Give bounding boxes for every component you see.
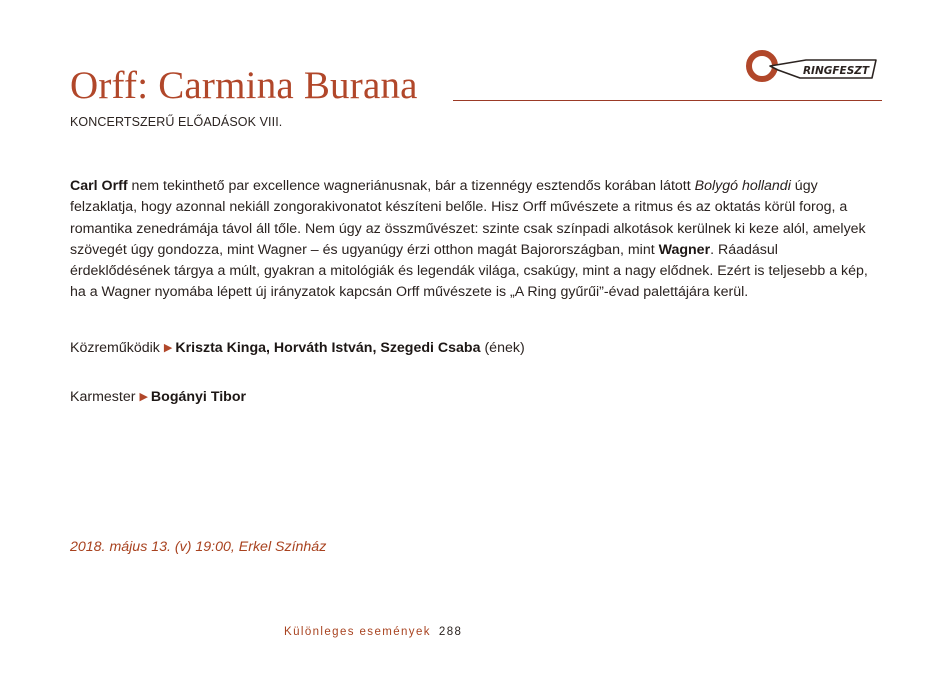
performers-label: Közreműködik (70, 340, 160, 356)
description-text: nem tekinthető par excellence wagneriánusnak, bár a tizennégy esztendős korában látott (127, 178, 695, 194)
composer-name: Carl Orff (70, 178, 128, 194)
opera-title: Bolygó hollandi (694, 178, 791, 194)
triangle-right-icon: ▶ (163, 342, 173, 354)
performers-role: (ének) (484, 340, 525, 356)
conductor-name: Bogányi Tibor (150, 389, 247, 405)
wagner-name: Wagner (658, 241, 711, 258)
conductor-label: Karmester (70, 389, 136, 405)
page-number: 288 (438, 626, 463, 638)
subtitle: KONCERTSZERŰ ELŐADÁSOK VIII. (70, 115, 283, 129)
footer-section: Különleges események (284, 626, 431, 638)
page-footer (284, 626, 462, 638)
page-title: Orff: Carmina Burana (70, 64, 418, 107)
triangle-right-icon: ▶ (139, 391, 148, 403)
description (70, 176, 880, 304)
performers-credit (70, 338, 525, 358)
conductor-credit (70, 387, 246, 407)
ringfeszt-logo-mark (744, 46, 880, 86)
ringfeszt-logo (744, 46, 880, 86)
description-text: . Ráadásul érdeklődésének tárgya a múlt, gyakran a mitológiák és legendák világa, csakúgy, mint a nagy elődnek. Ezért is teljesebb a kép, ha a Wagner nyomába lépett új irányzatok kapcsán Orff művészete is „A Ring gyűrűi”-évad palettájára kerül. (70, 241, 868, 301)
description-text: úgy felzaklatja, hogy azonnal nekiáll zongorakivonatot készíteni belőle. Hisz Orff művészete a ritmus és az oktatás körül forog, a romantika zenedrámája távol áll tőle. Nem úgy az összművészet: szinte csak színpadi alkotások kerülnek ki keze alól, amelyek szövegét úgy gondozza, mint Wagner – és ugyanúgy érzi otthon magát Bajorországban, mint (70, 178, 866, 258)
performers-names: Kriszta Kinga, Horváth István, Szegedi Csaba (175, 340, 481, 356)
logo-text: RINGFESZT (802, 65, 870, 77)
description-paragraph (70, 176, 880, 304)
title-divider (453, 100, 882, 101)
event-date-venue: 2018. május 13. (v) 19:00, Erkel Színház (70, 539, 327, 555)
